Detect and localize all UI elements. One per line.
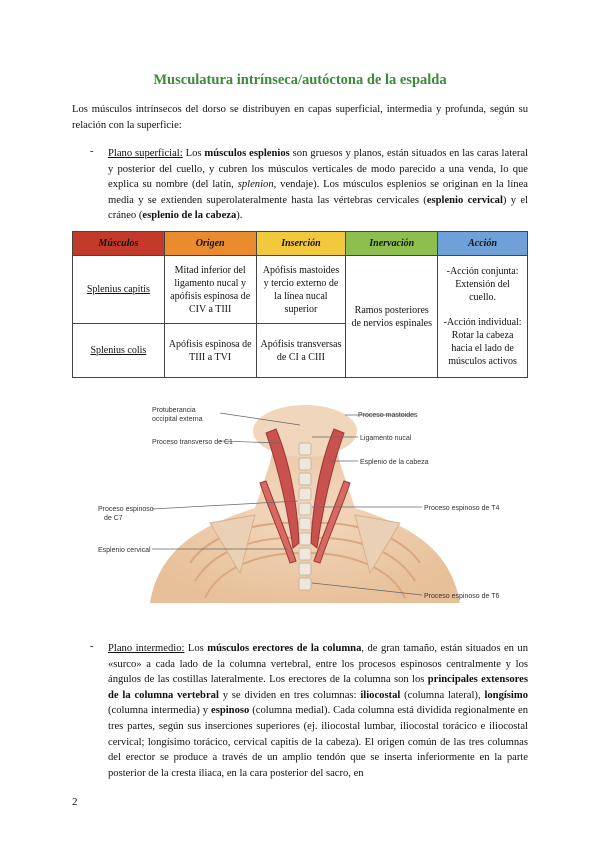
bullet-dash: - — [90, 146, 94, 157]
header-insercion: Inserción — [256, 232, 346, 256]
text-run: Los — [184, 643, 208, 654]
bold-term: principales extensores de la columna vertebral — [108, 674, 528, 701]
label-proceso-transverso: Proceso transverso de C1 — [152, 439, 233, 446]
intermedio-label: Plano intermedio: — [108, 643, 185, 654]
action-individual: -Acción individual: Rotar la cabeza hacia el lado de músculos activos — [443, 317, 522, 367]
splenius-illustration — [90, 403, 520, 603]
cell-innervation: Ramos posteriores de nervios espinales — [346, 256, 438, 378]
header-origen: Origen — [164, 232, 256, 256]
label-proceso-t6: Proceso espinoso de T6 — [424, 593, 500, 600]
muscle-table — [72, 231, 528, 378]
text-run: , vendaje). Los músculos esplenios se originan en la línea media y se extienden superolateralmente hasta las vértebras cervicales ( — [108, 179, 528, 206]
cell-muscle: Splenius colis — [73, 324, 165, 378]
action-conjunta: -Acción conjunta: Extensión del cuello. — [446, 266, 519, 303]
superficial-paragraph — [108, 146, 528, 224]
text-run: ) y el cráneo ( — [108, 194, 528, 222]
text-run: , de gran tamaño, están situados en un «surco» a cada lado de la columna vertebral, entre los procesos espinosos centralmente y los ángulos de las costillas lateralmente. Los erectores de la columna son los — [108, 643, 528, 686]
label-ligamento-nucal: Ligamento nucal — [360, 435, 412, 442]
bullet-dash: - — [90, 641, 94, 652]
label-proceso-t4: Proceso espinoso de T4 — [424, 505, 500, 512]
header-musculos: Músculos — [73, 232, 165, 256]
label-proceso-c7-2: de C7 — [104, 515, 123, 522]
intro-paragraph: Los músculos intrínsecos del dorso se distribuyen en capas superficial, intermedia y profunda, según su relación con la superficie: — [72, 104, 528, 131]
cell-origin: Apófisis espinosa de TIII a TVI — [164, 324, 256, 378]
label-esplenio-cervical: Esplenio cervical — [98, 547, 151, 554]
header-inervacion: Inervación — [346, 232, 438, 256]
bold-term: músculos esplenios — [204, 148, 290, 159]
cell-muscle: Splenius capitis — [73, 256, 165, 324]
text-run: (columna intermedia) y — [108, 705, 212, 717]
bold-term: longísimo — [484, 689, 528, 701]
bold-term: iliocostal — [360, 689, 401, 701]
text-run: Los — [182, 148, 205, 159]
cell-origin: Mitad inferior del ligamento nucal y apófisis espinosa de CIV a TIII — [164, 256, 256, 324]
cell-action — [438, 256, 528, 378]
label-protuberancia: Protuberancia — [152, 407, 196, 414]
label-esplenio-cabeza: Esplenio de la cabeza — [360, 459, 429, 466]
text-run: y se dividen en tres columnas: — [218, 689, 361, 701]
italic-term: splenion — [237, 179, 274, 191]
cell-insertion: Apófisis transversas de CI a CIII — [256, 324, 346, 378]
label-protuberancia-2: occipital externa — [152, 416, 203, 423]
header-accion: Acción — [438, 232, 528, 256]
bold-term: esplenio de la cabeza — [142, 210, 237, 222]
bold-term: esplenio cervical — [426, 194, 503, 206]
cell-insertion: Apófisis mastoides y tercio externo de la línea nucal superior — [256, 256, 346, 324]
text-run: (columna medial). Cada columna está dividida regionalmente en tres partes, según sus inserciones superiores (ej. iliocostal lumbar, iliocostal torácico e iliocostal cervical; longísimo torácico, cervical capitis de la cabeza). El origen común de las tres columnas del erector se produce a través de un amplio tendón que se inserta inferiormente en la parte posterior de la cresta iliaca, en la cara posterior del sacro, en — [108, 705, 528, 779]
label-proceso-mastoides: Proceso mastoides — [358, 412, 418, 419]
text-run: (columna lateral), — [400, 689, 485, 701]
text-run: son gruesos y planos, están situados en las caras lateral y posterior del cuello, y cubren los músculos verticales de modo parecido a una venda, lo que explica su nombre (del latín, — [108, 148, 529, 191]
label-proceso-c7: Proceso espinoso — [98, 506, 154, 513]
intermedio-paragraph — [108, 641, 528, 781]
page-number: 2 — [72, 796, 78, 808]
bold-term: espinoso — [211, 705, 250, 717]
text-run: ). — [236, 210, 243, 222]
bold-term: músculos erectores de la columna — [207, 643, 362, 654]
page-title: Musculatura intrínseca/autóctona de la espalda — [153, 72, 447, 88]
superficial-label: Plano superficial: — [108, 148, 183, 159]
